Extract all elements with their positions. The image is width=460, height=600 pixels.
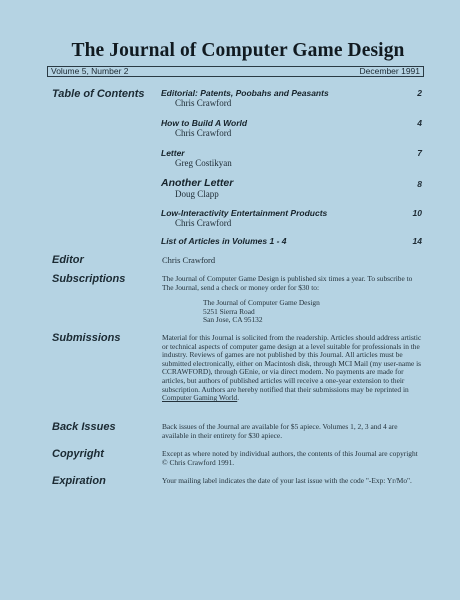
toc-entry[interactable]	[161, 88, 426, 108]
toc-entry-page: 4	[417, 118, 422, 128]
submissions-text	[162, 334, 424, 403]
toc-entry-author: Greg Costikyan	[175, 158, 232, 168]
address-line: 5251 Sierra Road	[203, 306, 255, 316]
toc-entry-page: 10	[412, 208, 422, 218]
subscriptions-text: The Journal of Computer Game Design is published six times a year. To subscribe to The Journal, send a check or money order for $30 to:	[162, 274, 413, 292]
issue-bar	[47, 66, 424, 77]
address-line: San Jose, CA 95132	[203, 315, 263, 325]
issue-date: December 1991	[359, 66, 420, 76]
submissions-label: Submissions	[52, 332, 121, 344]
subscriptions-label: Subscriptions	[52, 273, 126, 285]
editor-label: Editor	[52, 254, 84, 266]
toc-entry-page: 14	[412, 236, 422, 246]
toc-entry-author: Doug Clapp	[175, 189, 219, 199]
toc-entry-title: Editorial: Patents, Poobahs and Peasants	[161, 88, 329, 98]
volume-number: Volume 5, Number 2	[51, 66, 129, 76]
toc-entry[interactable]	[161, 177, 426, 199]
toc-entry[interactable]	[161, 208, 426, 228]
toc-entry-title: Letter	[161, 148, 185, 158]
submissions-body: Material for this Journal is solicited from the readership. Articles should address artistic or technical aspects of computer game design at a level suitable for professionals in the industry. Reviews of games are not published by this Journal. All articles must be submitted electronically, either on Macintosh disk, through MCI Mail (my user-name is CCRAWFORD), through GEnie, or via direct modem. No payments are made for articles, but authors of published articles will receive a one-year extension to their subscription. Authors are hereby notified that their submissions may be reprinted in	[162, 333, 422, 394]
journal-title: The Journal of Computer Game Design	[71, 40, 405, 61]
expiration-text: Your mailing label indicates the date of your last issue with the code "-Exp: Yr/Mo".	[162, 476, 412, 485]
expiration-label: Expiration	[52, 475, 106, 487]
toc-entry-page: 7	[417, 148, 422, 158]
back-issues-label: Back Issues	[52, 421, 116, 433]
toc-entry-title: How to Build A World	[161, 118, 248, 128]
toc-entry-page: 2	[417, 88, 422, 98]
toc-entry[interactable]	[161, 236, 426, 246]
computer-gaming-world-link[interactable]: Computer Gaming World	[162, 393, 238, 403]
mailing-address	[203, 299, 320, 325]
toc-entry-title: List of Articles in Volumes 1 - 4	[161, 236, 287, 246]
toc-entry[interactable]	[161, 148, 426, 168]
copyright-text: Except as where noted by individual authors, the contents of this Journal are copyright © Chris Crawford 1991.	[162, 449, 418, 467]
toc-entry-author: Chris Crawford	[175, 218, 232, 228]
editor-name: Chris Crawford	[162, 255, 216, 265]
toc-entry-title: Another Letter	[161, 177, 234, 189]
address-line: The Journal of Computer Game Design	[203, 298, 320, 307]
toc-entry[interactable]	[161, 118, 426, 138]
back-issues-text: Back issues of the Journal are available for $5 apiece. Volumes 1, 2, 3 and 4 are available in their entirety for $30 apiece.	[162, 422, 398, 440]
toc-entry-page: 8	[417, 179, 422, 189]
submissions-end: .	[237, 393, 240, 403]
copyright-label: Copyright	[52, 448, 104, 460]
toc-entry-title: Low-Interactivity Entertainment Products	[161, 208, 328, 218]
toc-entry-author: Chris Crawford	[175, 98, 232, 108]
toc-label: Table of Contents	[52, 88, 145, 100]
toc-entry-author: Chris Crawford	[175, 128, 232, 138]
